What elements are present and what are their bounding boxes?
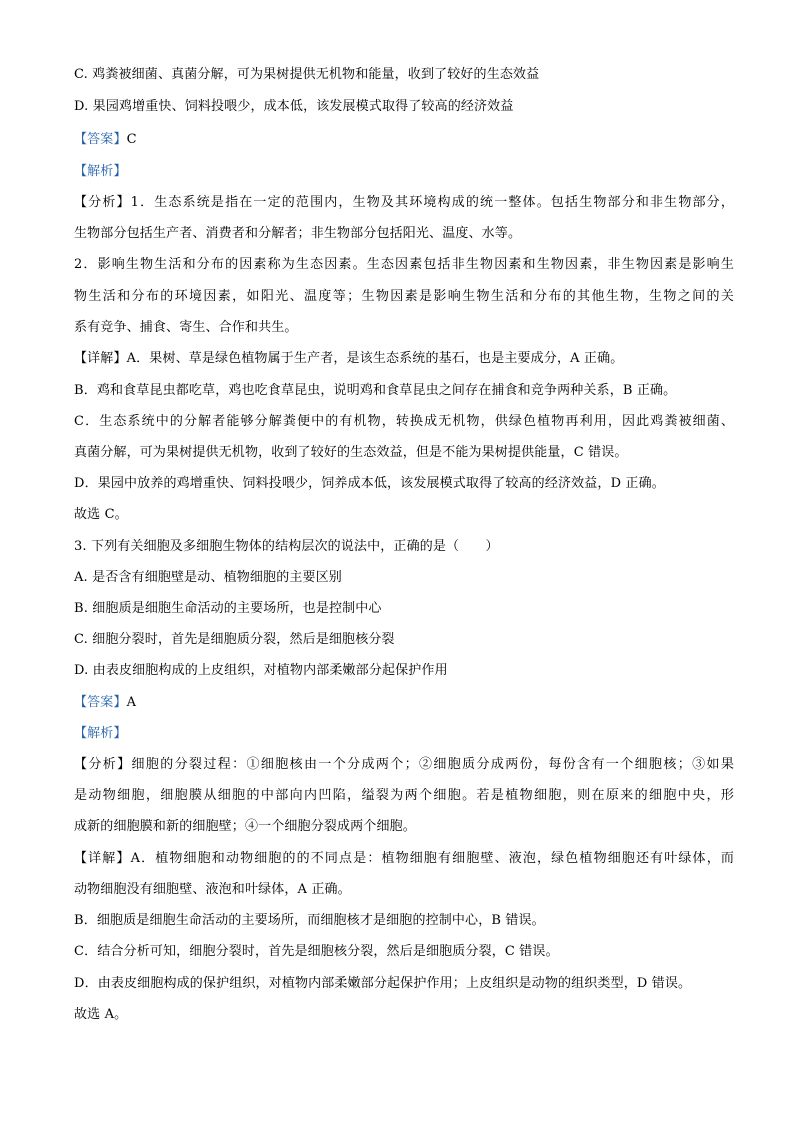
q3-fenxi-tag: 【分析】 (74, 757, 132, 772)
q2-option-d: D. 果园鸡增重快、饲料投喂少，成本低，该发展模式取得了较高的经济效益 (74, 99, 514, 114)
q3-option-a: A. 是否含有细胞壁是动、植物细胞的主要区别 (74, 570, 342, 585)
q2-fenxi-text-1: 1．生态系统是指在一定的范围内，生物及其环境构成的统一整体。包括生物部分和非生物部分， (130, 195, 734, 210)
q2-xiangjie-line-5: D．果园中放养的鸡增重快、饲料投喂少，饲养成本低，该发展模式取得了较高的经济效益，D 正确。 (74, 476, 665, 491)
q3-xiangjie-line-4: C．结合分析可知，细胞分裂时，首先是细胞核分裂，然后是细胞质分裂，C 错误。 (74, 944, 559, 959)
q2-fenxi-line-4: 物生活和分布的环境因素，如阳光、温度等；生物因素是影响生物生活和分布的其他生物，生物之间的关 (74, 289, 734, 304)
q2-xiangjie-line-1 (74, 350, 734, 368)
q3-fenxi-line-1 (74, 756, 734, 774)
q2-fenxi-line-2: 生物部分包括生产者、消费者和分解者；非生物部分包括阳光、温度、水等。 (74, 226, 522, 241)
q2-analysis-heading (74, 163, 734, 181)
q3-xiangjie-text-1: A．植物细胞和动物细胞的的不同点是：植物细胞有细胞壁、液泡，绿色植物细胞还有叶绿体，而 (130, 851, 734, 866)
q3-xiangjie-line-2: 动物细胞没有细胞壁、液泡和叶绿体，A 正确。 (74, 882, 351, 897)
q2-answer (74, 131, 734, 149)
q3-conclusion: 故选 A。 (74, 1007, 128, 1022)
q2-fenxi-line-5: 系有竞争、捕食、寄生、合作和共生。 (74, 320, 298, 335)
q3-fenxi-line-3: 成新的细胞膜和新的细胞壁；④一个细胞分裂成两个细胞。 (74, 819, 416, 834)
q2-analysis-tag: 【解析】 (74, 164, 127, 179)
q3-stem: 3. 下列有关细胞及多细胞生物体的结构层次的说法中，正确的是（ ） (74, 539, 499, 554)
q3-fenxi-text-1: 细胞的分裂过程：①细胞核由一个分成两个；②细胞质分成两份，每份含有一个细胞核；③如果 (131, 757, 734, 772)
q3-xiangjie-line-1 (74, 850, 734, 868)
q3-option-c: C. 细胞分裂时，首先是细胞质分裂，然后是细胞核分裂 (74, 632, 395, 647)
q3-answer (74, 694, 734, 712)
q2-answer-value: C (126, 132, 137, 147)
q3-fenxi-line-2: 是动物细胞，细胞膜从细胞的中部向内凹陷，缢裂为两个细胞。若是植物细胞，则在原来的细胞中央，形 (74, 788, 734, 803)
q2-answer-tag: 【答案】 (74, 132, 127, 147)
q2-fenxi-line-3: 2．影响生物生活和分布的因素称为生态因素。生态因素包括非生物因素和生物因素，非生物因素是影响生 (74, 257, 734, 272)
q2-xiangjie-line-3: C．生态系统中的分解者能够分解粪便中的有机物，转换成无机物，供绿色植物再利用，因此鸡粪被细菌、 (74, 414, 734, 429)
q3-xiangjie-tag: 【详解】 (74, 851, 131, 866)
q3-option-b: B. 细胞质是细胞生命活动的主要场所，也是控制中心 (74, 601, 382, 616)
q3-answer-value: A (126, 695, 137, 710)
q2-option-c: C. 鸡粪被细菌、真菌分解，可为果树提供无机物和能量，收到了较好的生态效益 (74, 67, 540, 82)
q2-fenxi-tag: 【分析】 (74, 195, 131, 210)
q3-option-d: D. 由表皮细胞构成的上皮组织，对植物内部柔嫩部分起保护作用 (74, 663, 448, 678)
q2-xiangjie-line-4: 真菌分解，可为果树提供无机物，收到了较好的生态效益，但是不能为果树提供能量，C 错误。 (74, 445, 628, 460)
q2-xiangjie-tag: 【详解】 (74, 351, 127, 366)
q2-fenxi-line-1 (74, 194, 734, 212)
q3-analysis-heading (74, 725, 734, 743)
q3-xiangjie-line-5: D．由表皮细胞构成的保护组织，对植物内部柔嫩部分起保护作用；上皮组织是动物的组织类型，D 错误。 (74, 976, 692, 991)
q3-analysis-tag: 【解析】 (74, 726, 127, 741)
q2-xiangjie-line-2: B．鸡和食草昆虫都吃草，鸡也吃食草昆虫，说明鸡和食草昆虫之间存在捕食和竞争两种关系，B 正确。 (74, 383, 677, 398)
q3-xiangjie-line-3: B．细胞质是细胞生命活动的主要场所，而细胞核才是细胞的控制中心，B 错误。 (74, 913, 545, 928)
q2-xiangjie-text-1: A．果树、草是绿色植物属于生产者，是该生态系统的基石，也是主要成分，A 正确。 (126, 351, 624, 366)
q3-answer-tag: 【答案】 (74, 695, 127, 710)
q2-conclusion: 故选 C。 (74, 507, 128, 522)
